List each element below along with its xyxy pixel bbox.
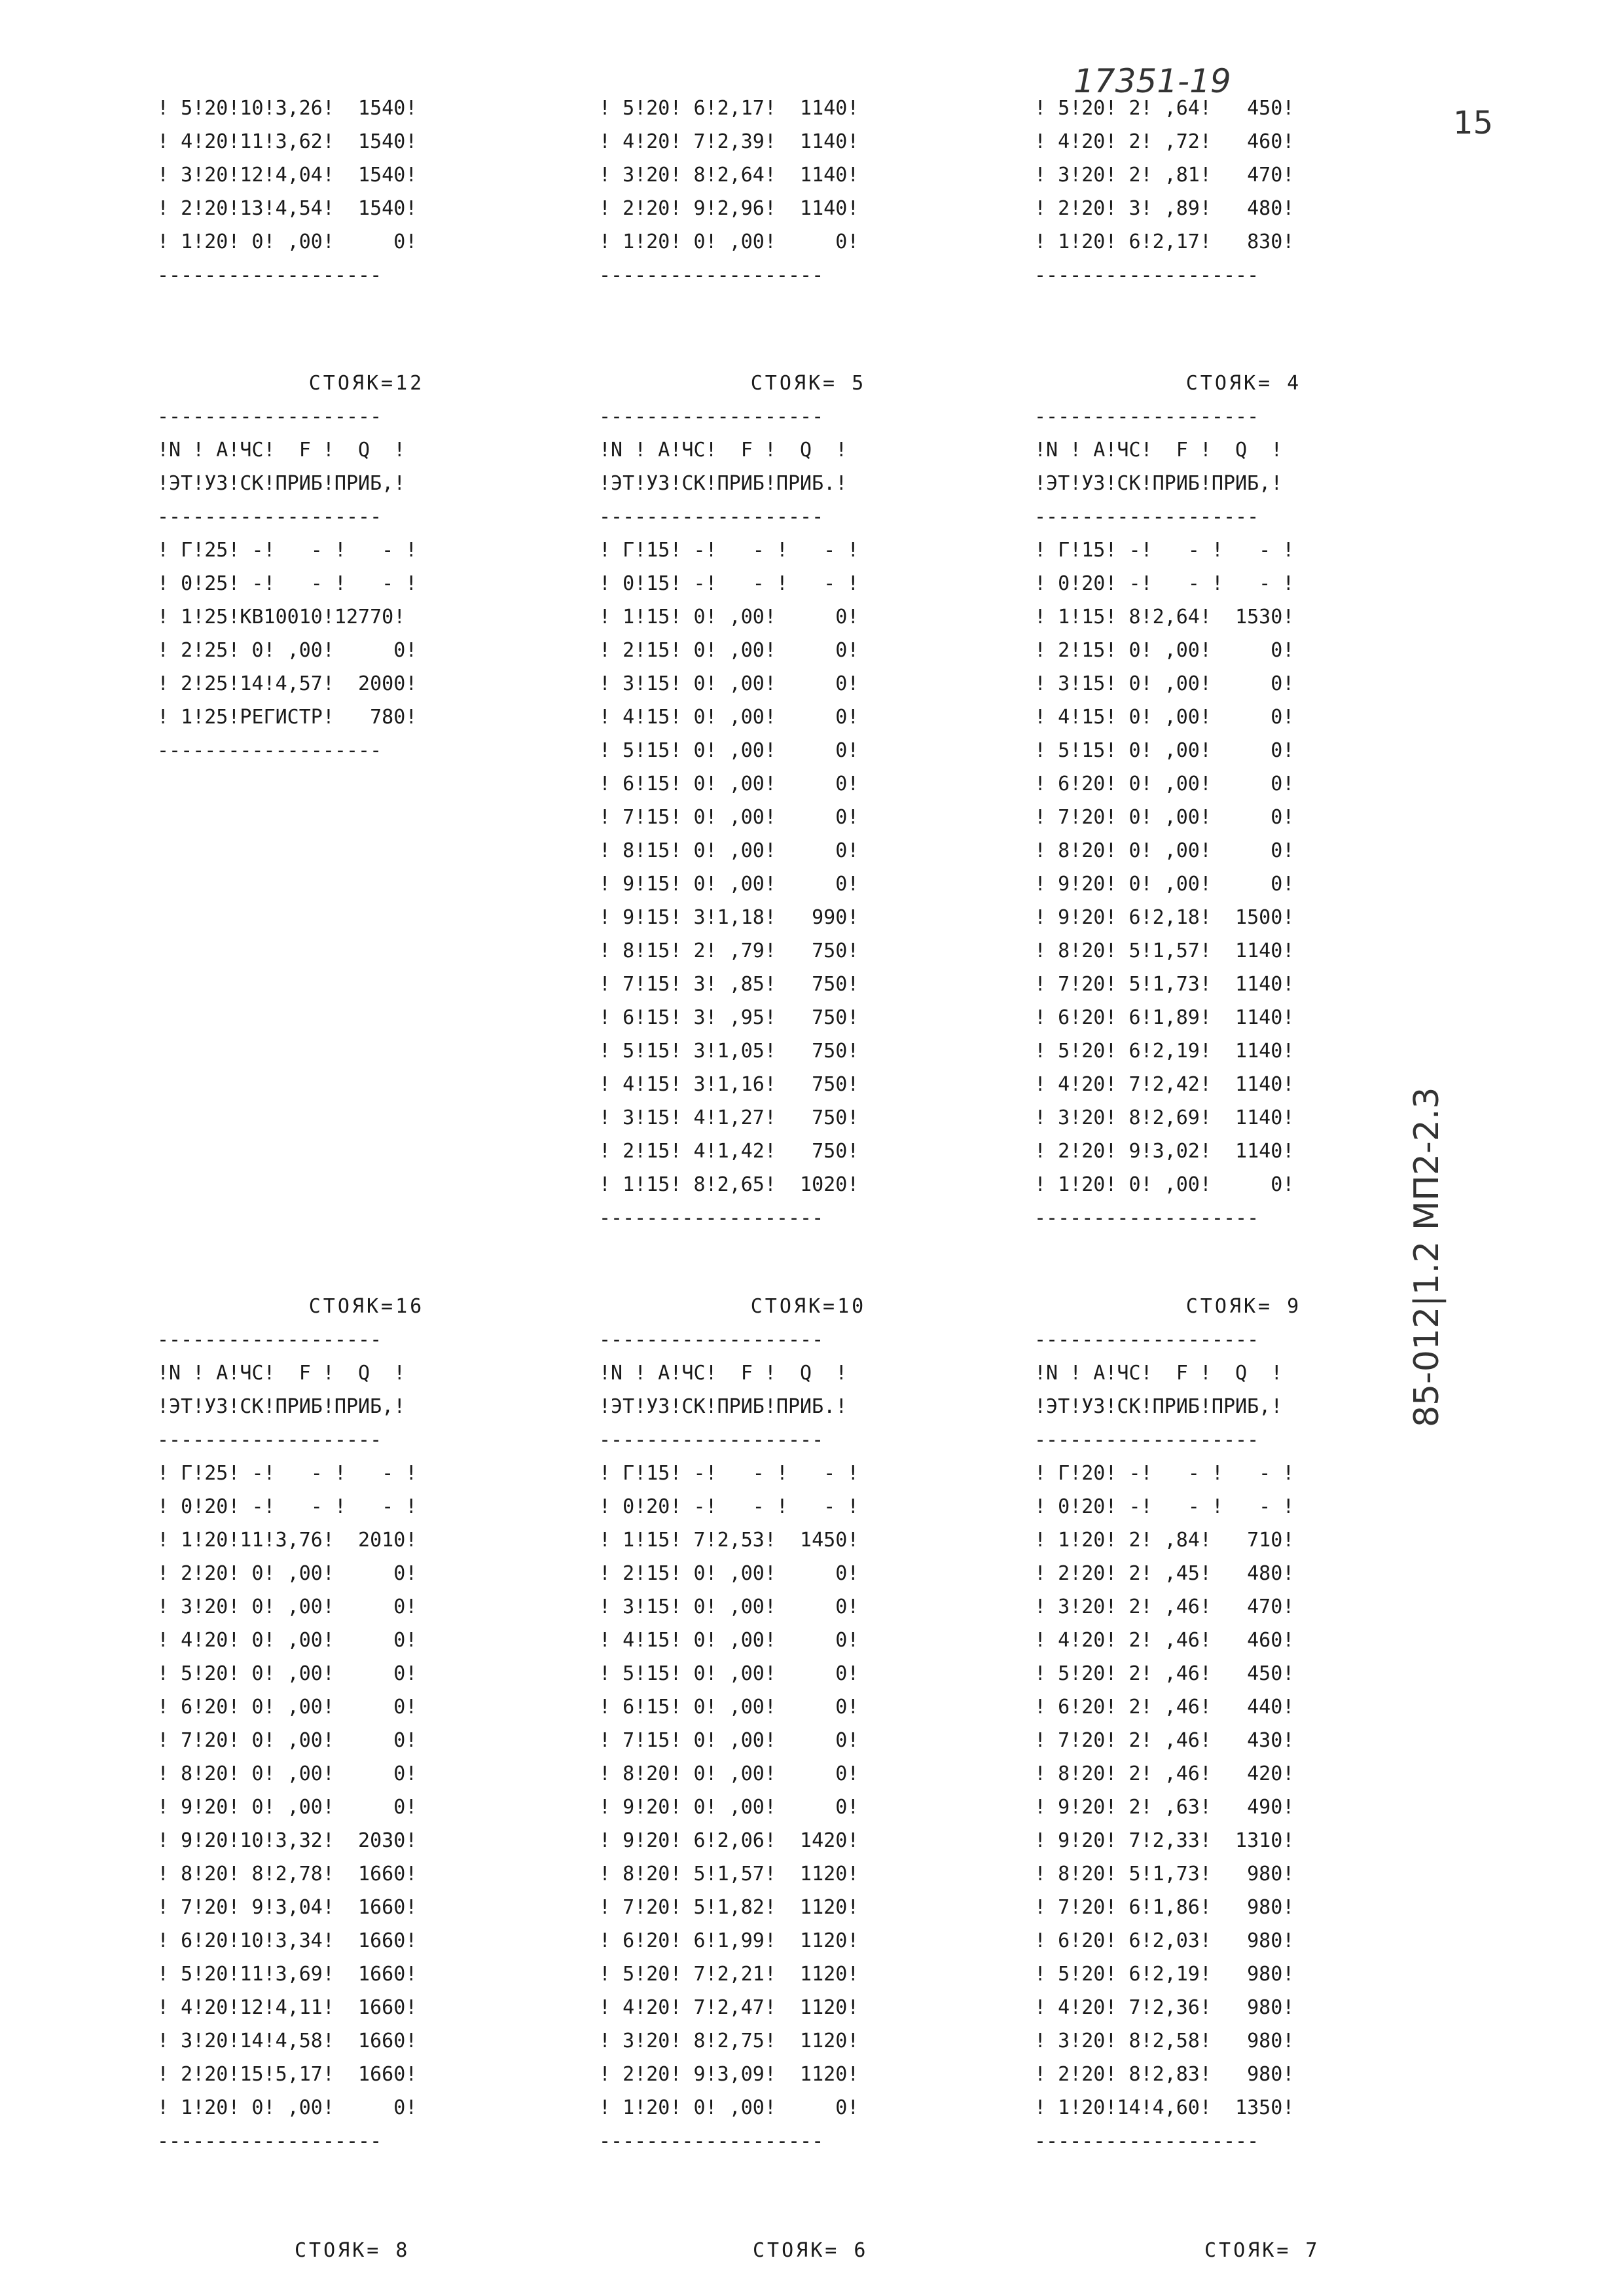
table-row: ! Г!15! -! - ! - !	[599, 1462, 859, 1485]
riser-title-7: СТОЯК= 7	[1204, 2239, 1320, 2262]
table-row: ! 4!15! 3!1,16! 750!	[599, 1073, 859, 1096]
table-header: !ЭТ!УЗ!СК!ПРИБ!ПРИБ,!	[1034, 1395, 1283, 1418]
table-row: ! 3!20!12!4,04! 1540!	[157, 164, 418, 187]
table-row: ! 1!15! 7!2,53! 1450!	[599, 1529, 859, 1552]
table-row: ! 2!20! 9!3,09! 1120!	[599, 2063, 859, 2086]
top-block-col2	[599, 92, 1018, 292]
table-row: ! 8!20! 5!1,57! 1120!	[599, 1863, 859, 1886]
table-rule: -------------------	[1034, 1328, 1259, 1351]
table-row: ! 4!15! 0! ,00! 0!	[599, 1629, 859, 1652]
table-rule: -------------------	[157, 264, 382, 287]
table-row: ! Г!15! -! - ! - !	[599, 539, 859, 562]
table-rule: -------------------	[1034, 1207, 1259, 1230]
table-row: ! 2!25!14!4,57! 2000!	[157, 672, 418, 695]
table-row: ! 4!20! 7!2,42! 1140!	[1034, 1073, 1295, 1096]
table-row: ! 9!20! 0! ,00! 0!	[599, 1796, 859, 1819]
table-rule: -------------------	[1034, 2130, 1259, 2153]
table-rule: -------------------	[157, 739, 382, 762]
table-row: ! 1!20! 0! ,00! 0!	[157, 2096, 418, 2119]
table-header: !ЭТ!УЗ!СК!ПРИБ!ПРИБ,!	[1034, 472, 1283, 495]
table-rule: -------------------	[157, 1328, 382, 1351]
table-row: ! 2!20! 9!2,96! 1140!	[599, 197, 859, 220]
table-header: !ЭТ!УЗ!СК!ПРИБ!ПРИБ.!	[599, 1395, 848, 1418]
table-row: ! 3!20! 8!2,64! 1140!	[599, 164, 859, 187]
table-row: ! 3!15! 0! ,00! 0!	[599, 1595, 859, 1618]
table-row: ! 2!20! 9!3,02! 1140!	[1034, 1140, 1295, 1163]
document-number: 17351-19	[1074, 62, 1231, 100]
table-row: ! 5!20! 0! ,00! 0!	[157, 1662, 418, 1685]
table-row: ! 5!20! 6!2,19! 1140!	[1034, 1040, 1295, 1063]
riser-block-4	[1034, 367, 1453, 1235]
table-row: ! 0!20! -! - ! - !	[1034, 572, 1295, 595]
table-rule: -------------------	[599, 2130, 824, 2153]
riser-title: СТОЯК= 4	[1185, 372, 1302, 395]
riser-title-6: СТОЯК= 6	[753, 2239, 869, 2262]
table-row: ! 7!15! 0! ,00! 0!	[599, 1729, 859, 1752]
table-header: !ЭТ!УЗ!СК!ПРИБ!ПРИБ.!	[599, 472, 848, 495]
table-rule: -------------------	[599, 1207, 824, 1230]
table-row: ! 6!20! 2! ,46! 440!	[1034, 1696, 1295, 1719]
table-row: ! 5!20! 2! ,46! 450!	[1034, 1662, 1295, 1685]
table-row: ! 5!20! 7!2,21! 1120!	[599, 1963, 859, 1986]
table-rule: -------------------	[599, 1429, 824, 1451]
table-row: ! 6!15! 0! ,00! 0!	[599, 1696, 859, 1719]
page-number: 15	[1453, 105, 1494, 141]
riser-title: СТОЯК=10	[750, 1295, 867, 1318]
table-row: ! 6!20! 6!1,99! 1120!	[599, 1929, 859, 1952]
table-row: ! 8!20! 8!2,78! 1660!	[157, 1863, 418, 1886]
table-row: ! Г!25! -! - ! - !	[157, 539, 418, 562]
table-header: !N ! А!ЧС! F ! Q !	[157, 439, 406, 462]
table-row: ! 4!20!12!4,11! 1660!	[157, 1996, 418, 2019]
table-rule: -------------------	[1034, 264, 1259, 287]
table-header: !N ! А!ЧС! F ! Q !	[599, 1362, 848, 1385]
riser-title: СТОЯК=12	[308, 372, 425, 395]
table-row: ! 4!20! 7!2,39! 1140!	[599, 130, 859, 153]
riser-block-5	[599, 367, 1018, 1235]
riser-block-16	[157, 1290, 576, 2158]
table-row: ! 3!15! 0! ,00! 0!	[1034, 672, 1295, 695]
table-row: ! 8!20! 2! ,46! 420!	[1034, 1762, 1295, 1785]
table-row: ! 1!20! 0! ,00! 0!	[157, 230, 418, 253]
side-stamp: 85-012|1.2 МП2-2.3	[1407, 1087, 1447, 1427]
table-row: ! Г!15! -! - ! - !	[1034, 539, 1295, 562]
table-row: ! 1!20! 0! ,00! 0!	[599, 230, 859, 253]
table-row: ! 3!20! 2! ,46! 470!	[1034, 1595, 1295, 1618]
table-row: ! 4!20! 2! ,46! 460!	[1034, 1629, 1295, 1652]
table-row: ! 4!20! 7!2,47! 1120!	[599, 1996, 859, 2019]
table-row: ! 3!20!14!4,58! 1660!	[157, 2030, 418, 2052]
table-row: ! 1!20!11!3,76! 2010!	[157, 1529, 418, 1552]
table-row: ! 9!20! 0! ,00! 0!	[157, 1796, 418, 1819]
table-rule: -------------------	[157, 505, 382, 528]
table-row: ! 9!15! 0! ,00! 0!	[599, 873, 859, 896]
table-row: ! 2!15! 0! ,00! 0!	[599, 639, 859, 662]
riser-title: СТОЯК= 9	[1185, 1295, 1302, 1318]
table-header: !N ! А!ЧС! F ! Q !	[599, 439, 848, 462]
table-rule: -------------------	[599, 505, 824, 528]
table-row: ! 8!20! 0! ,00! 0!	[157, 1762, 418, 1785]
table-row: ! 7!20! 9!3,04! 1660!	[157, 1896, 418, 1919]
table-row: ! 5!20!10!3,26! 1540!	[157, 97, 418, 120]
table-header: !N ! А!ЧС! F ! Q !	[1034, 439, 1283, 462]
table-row: ! 0!15! -! - ! - !	[599, 572, 859, 595]
table-row: ! 7!20! 5!1,73! 1140!	[1034, 973, 1295, 996]
table-row: ! 3!20! 0! ,00! 0!	[157, 1595, 418, 1618]
table-row: ! 3!15! 0! ,00! 0!	[599, 672, 859, 695]
table-row: ! 5!15! 0! ,00! 0!	[599, 1662, 859, 1685]
table-row: ! 1!20!14!4,60! 1350!	[1034, 2096, 1295, 2119]
riser-block-10	[599, 1290, 1018, 2158]
table-row: ! 1!20! 2! ,84! 710!	[1034, 1529, 1295, 1552]
table-row: ! 0!20! -! - ! - !	[1034, 1495, 1295, 1518]
riser-block-9	[1034, 1290, 1453, 2158]
table-row: ! 1!15! 8!2,65! 1020!	[599, 1173, 859, 1196]
table-rule: -------------------	[157, 2130, 382, 2153]
table-rule: -------------------	[1034, 405, 1259, 428]
table-row: ! 1!25!КВ10010!12770!	[157, 606, 406, 629]
table-row: ! 9!20! 0! ,00! 0!	[1034, 873, 1295, 896]
table-row: ! 6!20!10!3,34! 1660!	[157, 1929, 418, 1952]
table-row: ! 9!20! 6!2,18! 1500!	[1034, 906, 1295, 929]
riser-title: СТОЯК= 5	[750, 372, 867, 395]
table-header: !N ! А!ЧС! F ! Q !	[1034, 1362, 1283, 1385]
table-row: ! 2!20! 2! ,45! 480!	[1034, 1562, 1295, 1585]
table-row: ! 5!20!11!3,69! 1660!	[157, 1963, 418, 1986]
table-row: ! 3!20! 8!2,75! 1120!	[599, 2030, 859, 2052]
table-row: ! 7!20! 2! ,46! 430!	[1034, 1729, 1295, 1752]
table-rule: -------------------	[599, 264, 824, 287]
table-rule: -------------------	[1034, 505, 1259, 528]
table-row: ! 0!20! -! - ! - !	[157, 1495, 418, 1518]
table-row: ! 0!20! -! - ! - !	[599, 1495, 859, 1518]
table-row: ! 7!15! 3! ,85! 750!	[599, 973, 859, 996]
table-row: ! 5!15! 0! ,00! 0!	[1034, 739, 1295, 762]
table-row: ! 4!20! 2! ,72! 460!	[1034, 130, 1295, 153]
table-row: ! 7!20! 0! ,00! 0!	[157, 1729, 418, 1752]
table-row: ! 4!20! 0! ,00! 0!	[157, 1629, 418, 1652]
top-block-col1	[157, 92, 576, 292]
table-header: !ЭТ!УЗ!СК!ПРИБ!ПРИБ,!	[157, 1395, 406, 1418]
table-row: ! 2!15! 4!1,42! 750!	[599, 1140, 859, 1163]
table-rule: -------------------	[599, 1328, 824, 1351]
table-row: ! 2!20!15!5,17! 1660!	[157, 2063, 418, 2086]
table-row: ! 7!20! 0! ,00! 0!	[1034, 806, 1295, 829]
table-row: ! 6!15! 0! ,00! 0!	[599, 773, 859, 795]
table-rule: -------------------	[157, 1429, 382, 1451]
table-row: ! 8!15! 0! ,00! 0!	[599, 839, 859, 862]
table-row: ! 3!20! 2! ,81! 470!	[1034, 164, 1295, 187]
table-row: ! 4!20!11!3,62! 1540!	[157, 130, 418, 153]
table-row: ! 5!15! 3!1,05! 750!	[599, 1040, 859, 1063]
table-row: ! 1!15! 0! ,00! 0!	[599, 606, 859, 629]
table-row: ! 9!20! 7!2,33! 1310!	[1034, 1829, 1295, 1852]
table-row: ! Г!25! -! - ! - !	[157, 1462, 418, 1485]
table-row: ! 6!20! 0! ,00! 0!	[1034, 773, 1295, 795]
table-row: ! 3!15! 4!1,27! 750!	[599, 1106, 859, 1129]
riser-title: СТОЯК=16	[308, 1295, 425, 1318]
table-row: ! 4!15! 0! ,00! 0!	[1034, 706, 1295, 729]
table-row: ! 0!25! -! - ! - !	[157, 572, 418, 595]
top-block-col3	[1034, 92, 1453, 292]
table-row: ! 1!20! 6!2,17! 830!	[1034, 230, 1295, 253]
table-row: ! 3!20! 8!2,58! 980!	[1034, 2030, 1295, 2052]
table-row: ! 5!20! 6!2,19! 980!	[1034, 1963, 1295, 1986]
table-row: ! 5!15! 0! ,00! 0!	[599, 739, 859, 762]
table-row: ! 1!20! 0! ,00! 0!	[1034, 1173, 1295, 1196]
table-row: ! 8!20! 0! ,00! 0!	[1034, 839, 1295, 862]
table-row: ! 2!25! 0! ,00! 0!	[157, 639, 418, 662]
riser-block-12	[157, 367, 576, 767]
table-row: ! 7!15! 0! ,00! 0!	[599, 806, 859, 829]
table-row: ! 5!20! 2! ,64! 450!	[1034, 97, 1295, 120]
table-row: ! 1!15! 8!2,64! 1530!	[1034, 606, 1295, 629]
table-rule: -------------------	[599, 405, 824, 428]
table-row: ! 2!20! 3! ,89! 480!	[1034, 197, 1295, 220]
table-row: ! 9!15! 3!1,18! 990!	[599, 906, 859, 929]
table-row: ! Г!20! -! - ! - !	[1034, 1462, 1295, 1485]
table-row: ! 6!15! 3! ,95! 750!	[599, 1006, 859, 1029]
table-row: ! 9!20! 6!2,06! 1420!	[599, 1829, 859, 1852]
table-row: ! 4!20! 7!2,36! 980!	[1034, 1996, 1295, 2019]
table-row: ! 6!20! 6!2,03! 980!	[1034, 1929, 1295, 1952]
table-row: ! 4!15! 0! ,00! 0!	[599, 706, 859, 729]
table-row: ! 7!20! 5!1,82! 1120!	[599, 1896, 859, 1919]
table-row: ! 2!15! 0! ,00! 0!	[1034, 639, 1295, 662]
table-row: ! 9!20! 2! ,63! 490!	[1034, 1796, 1295, 1819]
table-row: ! 1!20! 0! ,00! 0!	[599, 2096, 859, 2119]
table-row: ! 2!15! 0! ,00! 0!	[599, 1562, 859, 1585]
table-header: !N ! А!ЧС! F ! Q !	[157, 1362, 406, 1385]
table-rule: -------------------	[157, 405, 382, 428]
table-row: ! 6!20! 0! ,00! 0!	[157, 1696, 418, 1719]
table-row: ! 8!20! 5!1,57! 1140!	[1034, 939, 1295, 962]
table-row: ! 2!20! 0! ,00! 0!	[157, 1562, 418, 1585]
table-row: ! 2!20!13!4,54! 1540!	[157, 197, 418, 220]
riser-title-8: СТОЯК= 8	[295, 2239, 410, 2262]
table-row: ! 2!20! 8!2,83! 980!	[1034, 2063, 1295, 2086]
table-row: ! 5!20! 6!2,17! 1140!	[599, 97, 859, 120]
table-row: ! 7!20! 6!1,86! 980!	[1034, 1896, 1295, 1919]
table-row: ! 8!20! 0! ,00! 0!	[599, 1762, 859, 1785]
table-row: ! 3!20! 8!2,69! 1140!	[1034, 1106, 1295, 1129]
table-row: ! 6!20! 6!1,89! 1140!	[1034, 1006, 1295, 1029]
table-row: ! 8!15! 2! ,79! 750!	[599, 939, 859, 962]
table-row: ! 9!20!10!3,32! 2030!	[157, 1829, 418, 1852]
table-row: ! 1!25!РЕГИСТР! 780!	[157, 706, 418, 729]
table-header: !ЭТ!УЗ!СК!ПРИБ!ПРИБ,!	[157, 472, 406, 495]
table-row: ! 8!20! 5!1,73! 980!	[1034, 1863, 1295, 1886]
table-rule: -------------------	[1034, 1429, 1259, 1451]
